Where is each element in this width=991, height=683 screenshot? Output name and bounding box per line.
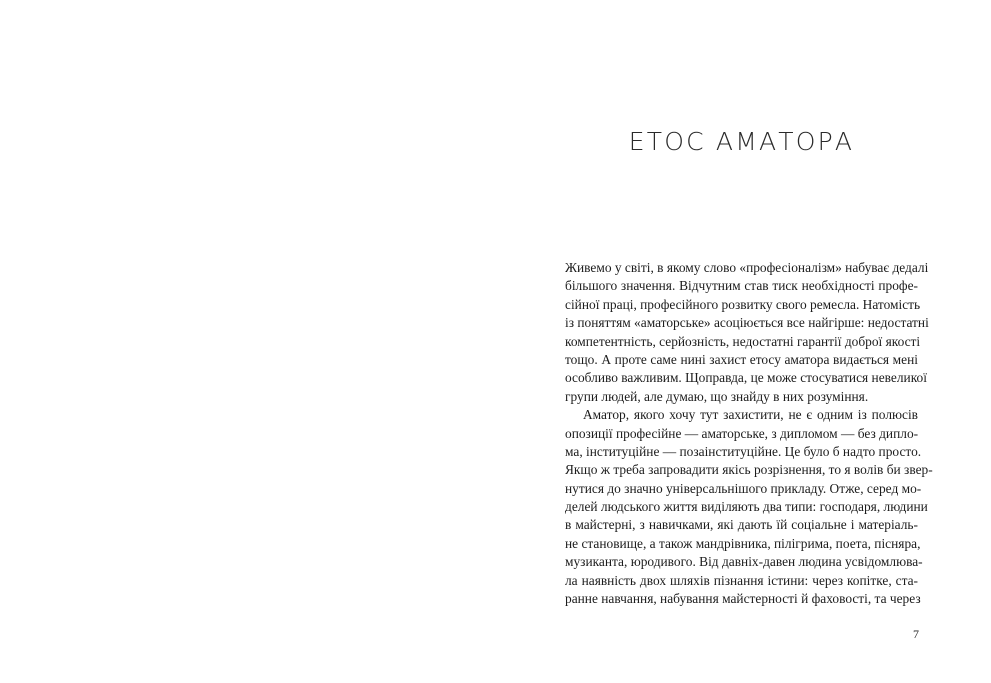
paragraph-1-line-2: більшого значення. Відчутним став тиск необхідності профе- bbox=[565, 278, 918, 294]
paragraph-1-line-8: групи людей, але думаю, що знайду в них розуміння. bbox=[565, 388, 869, 404]
paragraph-2-line-5: нутися до значно універсальнішого прикладу. Отже, серед мо- bbox=[565, 480, 922, 496]
paragraph-2-line-8: не становище, а також мандрівника, пілігрима, поета, пісняра, bbox=[565, 535, 921, 551]
paragraph-2-line-3: ма, інституційне — позаінституційне. Це було б надто просто. bbox=[565, 443, 922, 459]
paragraph-2-line-1: Аматор, якого хочу тут захистити, не є одним із полюсів bbox=[583, 407, 918, 423]
paragraph-2-line-6: делей людського життя виділяють два типи: господаря, людини bbox=[565, 499, 928, 515]
paragraph-1-line-3: сійної праці, професійного розвитку свого ремесла. Натомість bbox=[565, 296, 921, 312]
paragraph-2-line-2: опозиції професійне — аматорське, з дипломом — без дипло- bbox=[565, 425, 919, 441]
chapter-body-text bbox=[565, 259, 933, 608]
paragraph-1-line-7: особливо важливим. Щоправда, це може стосуватися невеликої bbox=[565, 370, 927, 386]
page-number: 7 bbox=[913, 627, 919, 641]
paragraph-1-line-1: Живемо у світі, в якому слово «професіоналізм» набуває дедалі bbox=[565, 260, 929, 275]
paragraph-1-line-4: із поняттям «аматорське» асоціюється все найгірше: недостатні bbox=[565, 315, 929, 331]
paragraph-2-line-10: ла наявність двох шляхів пізнання істини: через копітке, ста- bbox=[565, 572, 918, 588]
paragraph-1-line-5: компетентність, серйозність, недостатні гарантії доброї якості bbox=[565, 333, 921, 349]
paragraph-1-line-6: тощо. А проте саме нині захист етосу аматора видається мені bbox=[565, 351, 918, 367]
paragraph-2-line-11: ранне навчання, набування майстерності й фаховості, та через bbox=[565, 591, 921, 607]
paragraph-2-line-4: Якщо ж треба запровадити якісь розрізнення, то я волів би звер- bbox=[565, 462, 933, 478]
chapter-title: ЕТОС АМАТОРА bbox=[628, 127, 855, 156]
left-page-blank bbox=[0, 0, 495, 683]
paragraph-2-line-7: в майстерні, з навичками, які дають їй соціальне і матеріаль- bbox=[565, 517, 918, 533]
paragraph-2-line-9: музиканта, юродивого. Від давніх-давен людина усвідомлюва- bbox=[565, 554, 923, 570]
